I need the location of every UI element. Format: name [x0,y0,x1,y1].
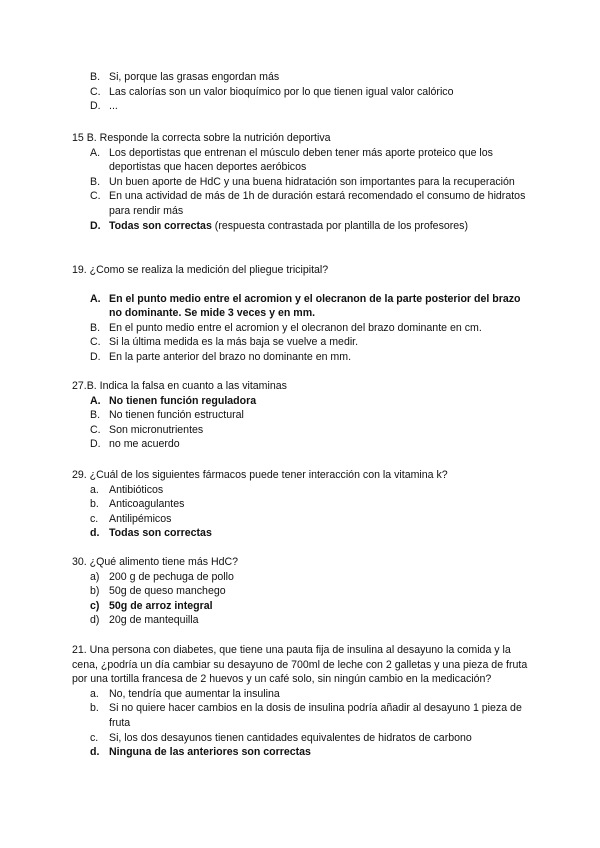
option-marker: D. [90,100,101,113]
answer-option [72,745,532,760]
option-marker: b. [90,498,99,511]
answer-option [72,189,532,218]
answer-option [72,731,532,746]
option-marker: C. [90,423,101,436]
answer-option [72,701,532,730]
answer-option [72,512,532,527]
answer-option [72,219,532,234]
question-30 [72,555,532,628]
options-list [72,483,532,541]
answer-option [72,350,532,365]
question-prev [72,70,532,114]
option-marker: B. [90,409,101,422]
option-text: 20g de mantequilla [109,614,199,627]
question-29 [72,468,532,541]
options-list [72,146,532,234]
answer-option [72,613,532,628]
question-27 [72,379,532,452]
option-text: Anticoagulantes [109,498,185,511]
option-marker: D. [90,438,101,451]
option-text: Si, porque las grasas engordan más [109,71,280,83]
answer-option [72,497,532,512]
option-text: No tienen función estructural [109,409,244,422]
question-stem: 21. Una persona con diabetes, que tiene una pauta fija de insulina al desayuno la comida y la cena, ¿podría un día cambiar su desayuno de 700ml de leche con 2 galletas y una pieza de fruta por una tortilla francesa de 2 huevos y un café solo, sin ningún cambio en la medicación? [72,644,528,686]
option-text: Antibióticos [109,483,164,496]
option-text: Todas son correctas [109,527,212,540]
answer-option [72,570,532,585]
option-marker: a. [90,483,99,496]
question-stem: 27.B. Indica la falsa en cuanto a las vitaminas [72,380,287,392]
option-marker: A. [90,394,101,407]
answer-option [72,423,532,438]
option-text: No, tendría que aumentar la insulina [109,687,280,700]
answer-option [72,99,532,114]
answer-option [72,408,532,423]
option-marker: C. [90,85,101,98]
option-text: Un buen aporte de HdC y una buena hidratación son importantes para la recuperación [109,175,515,188]
option-marker: a) [90,570,100,583]
option-text: 200 g de pechuga de pollo [109,570,234,583]
options-list [72,70,532,114]
option-text: En una actividad de más de 1h de duración estará recomendado el consumo de hidratos para rendir más [109,190,526,217]
option-marker: d) [90,614,100,627]
option-text: Si, los dos desayunos tienen cantidades equivalentes de hidratos de carbono [109,731,472,744]
option-marker: d. [90,527,100,540]
option-marker: D. [90,350,101,363]
question-21 [72,643,532,760]
option-marker: b) [90,585,100,598]
option-text: En el punto medio entre el acromion y el olecranon del brazo dominante en cm. [109,321,482,334]
option-marker: c. [90,731,99,744]
answer-option [72,175,532,190]
option-marker: B. [90,71,101,83]
answer-option [72,687,532,702]
option-text: no me acuerdo [109,438,180,451]
option-marker: B. [90,321,101,334]
option-text: Antilipémicos [109,512,172,525]
answer-option [72,394,532,409]
answer-option [72,483,532,498]
options-list [72,687,532,760]
option-text: Si la última medida es la más baja se vuelve a medir. [109,336,359,349]
question-19 [72,263,532,365]
question-stem: 15 B. Responde la correcta sobre la nutrición deportiva [72,132,331,144]
question-stem: 30. ¿Qué alimento tiene más HdC? [72,556,239,568]
answer-option [72,292,532,321]
option-marker: c) [90,599,100,612]
option-text: Si no quiere hacer cambios en la dosis de insulina podría añadir al desayuno 1 pieza de fruta [109,702,522,729]
option-marker: A. [90,146,101,159]
option-marker: C. [90,190,101,203]
options-list [72,292,532,365]
answer-option [72,584,532,599]
answer-option [72,526,532,541]
option-text: 50g de queso manchego [109,585,226,598]
option-text: Ninguna de las anteriores son correctas [109,746,311,759]
answer-option [72,321,532,336]
option-marker: B. [90,175,101,188]
answer-option [72,146,532,175]
option-text: 50g de arroz integral [109,599,213,612]
option-note: (respuesta contrastada por plantilla de los profesores) [211,219,468,232]
option-marker: D. [90,219,101,232]
option-marker: C. [90,336,101,349]
option-text: Son micronutrientes [109,423,204,436]
option-marker: A. [90,292,101,305]
option-text: Los deportistas que entrenan el músculo deben tener más aporte proteico que los deportistas que hacen deportes aeróbicos [109,146,493,174]
answer-option [72,335,532,350]
option-marker: c. [90,512,99,525]
option-text: En el punto medio entre el acromion y el olecranon de la parte posterior del brazo no dominante. Se mide 3 veces y en mm. [109,292,521,320]
answer-option [72,599,532,614]
answer-option [72,70,532,85]
option-text: Todas son correctas [109,219,212,232]
option-text: No tienen función reguladora [109,394,257,407]
question-stem: 29. ¿Cuál de los siguientes fármacos puede tener interacción con la vitamina k? [72,469,448,481]
option-text: Las calorías son un valor bioquímico por lo que tienen igual valor calórico [109,85,454,98]
answer-option [72,85,532,100]
question-stem: 19. ¿Como se realiza la medición del pliegue tricipital? [72,264,329,276]
options-list [72,394,532,452]
option-marker: a. [90,687,99,700]
question-15 [72,131,532,233]
option-marker: d. [90,746,100,759]
option-marker: b. [90,702,99,715]
options-list [72,570,532,628]
option-text: ... [109,100,118,113]
answer-option [72,437,532,452]
option-text: En la parte anterior del brazo no dominante en mm. [109,350,352,363]
